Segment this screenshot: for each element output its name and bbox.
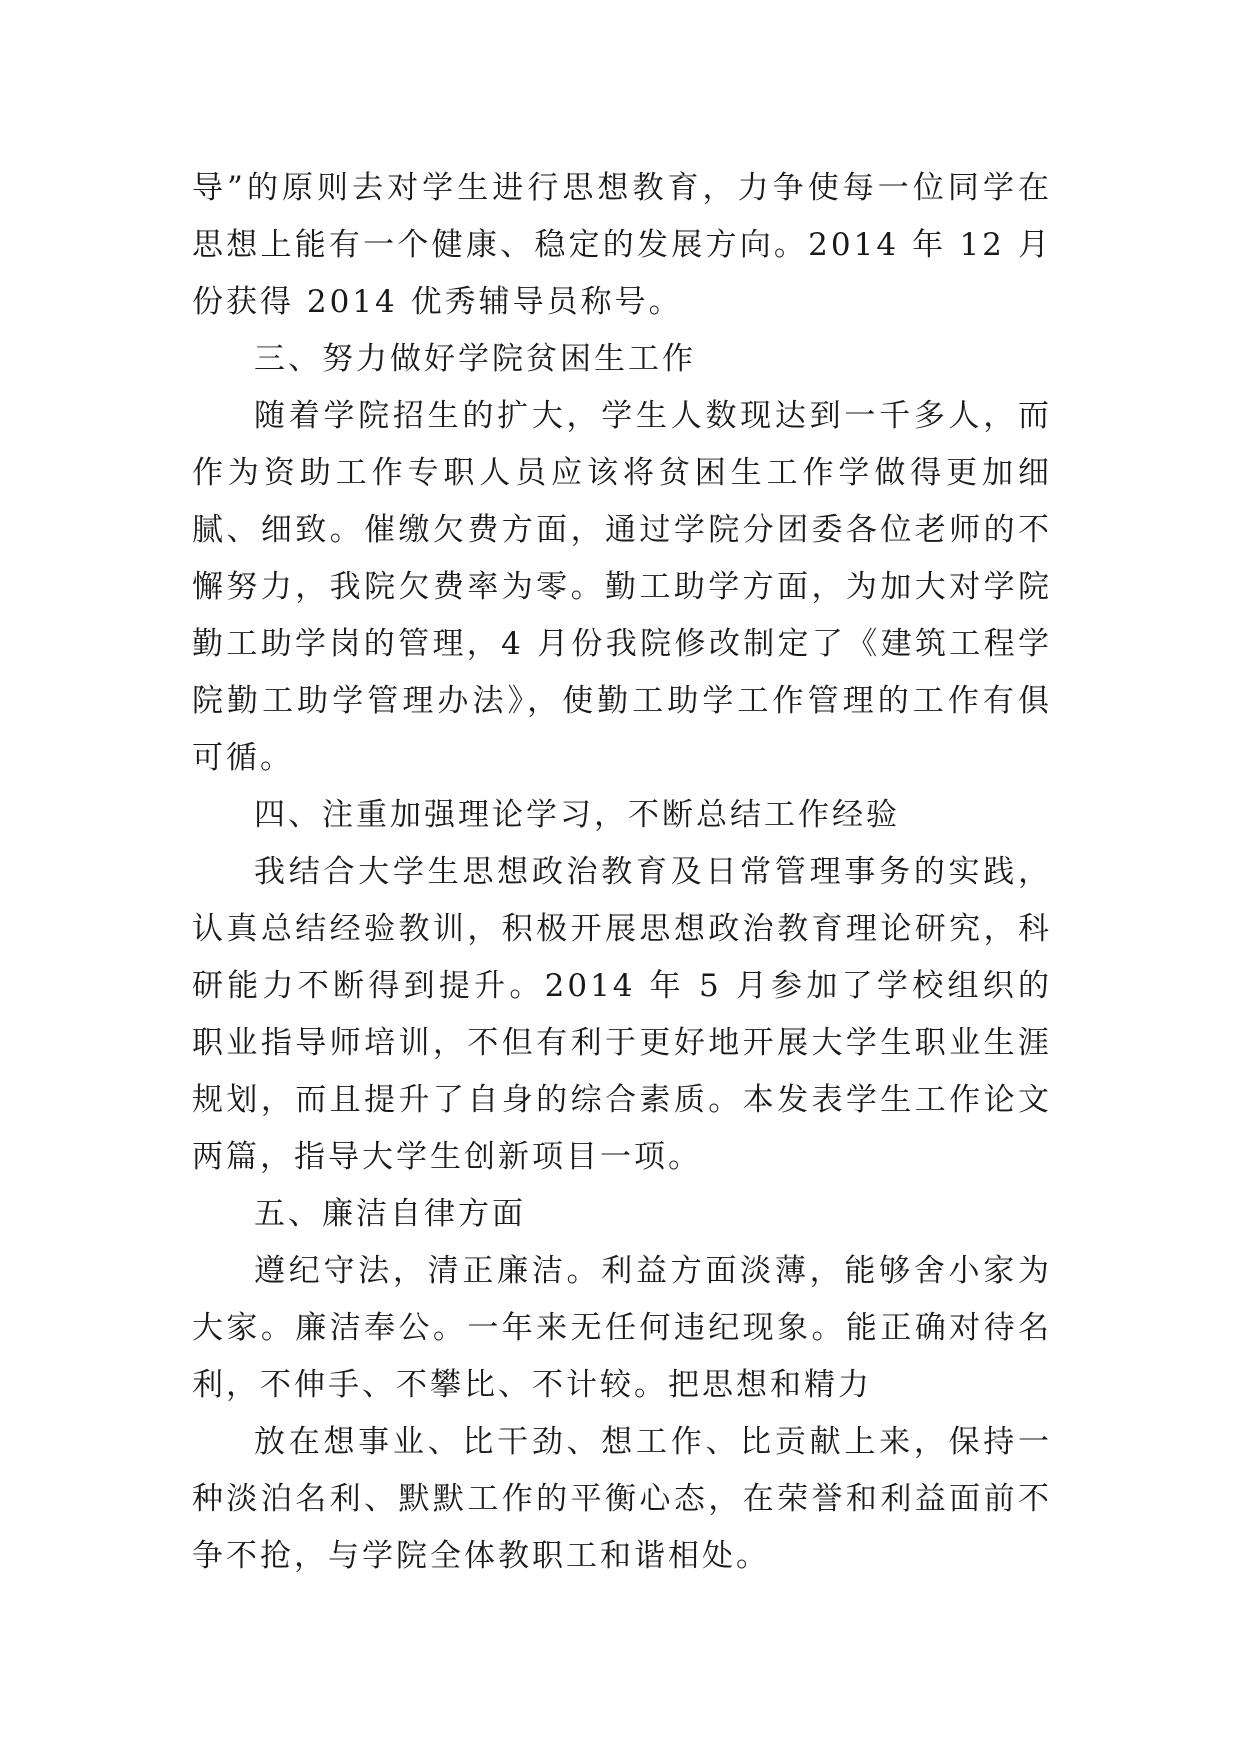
section-heading-4: 四、注重加强理论学习，不断总结工作经验 bbox=[254, 797, 900, 833]
paragraph-integrity-2: 放在想事业、比干劲、想工作、比贡献上来，保持一种淡泊名利、默默工作的平衡心态，在荣誉和利益面前不争不抢，与学院全体教职工和谐相处。 bbox=[192, 1424, 1052, 1574]
paragraph-integrity-1: 遵纪守法，清正廉洁。利益方面淡薄，能够舍小家为大家。廉洁奉公。一年来无任何违纪现象。能正确对待名利，不伸手、不攀比、不计较。把思想和精力 bbox=[192, 1253, 1052, 1403]
paragraph-poverty-work: 随着学院招生的扩大，学生人数现达到一千多人，而作为资助工作专职人员应该将贫困生工作学做得更加细腻、细致。催缴欠费方面，通过学院分团委各位老师的不懈努力，我院欠费率为零。勤工助学方面，为加大对学院勤工助学岗的管理，4 月份我院修改制定了《建筑工程学院勤工助学管理办法》，使勤工助学工作管理的工作有俱可循。 bbox=[192, 398, 1052, 776]
paragraph-intro: 导”的原则去对学生进行思想教育，力争使每一位同学在思想上能有一个健康、稳定的发展方向。2014 年 12 月份获得 2014 优秀辅导员称号。 bbox=[192, 170, 1052, 320]
section-heading-5: 五、廉洁自律方面 bbox=[254, 1196, 526, 1232]
section-heading-3: 三、努力做好学院贫困生工作 bbox=[254, 341, 696, 377]
paragraph-theory-study: 我结合大学生思想政治教育及日常管理事务的实践，认真总结经验教训，积极开展思想政治教育理论研究，科研能力不断得到提升。2014 年 5 月参加了学校组织的职业指导师培训，不但有利于更好地开展大学生职业生涯规划，而且提升了自身的综合素质。本发表学生工作论文两篇，指导大学生创新项目一项。 bbox=[192, 854, 1052, 1175]
document-body bbox=[192, 160, 1052, 1585]
